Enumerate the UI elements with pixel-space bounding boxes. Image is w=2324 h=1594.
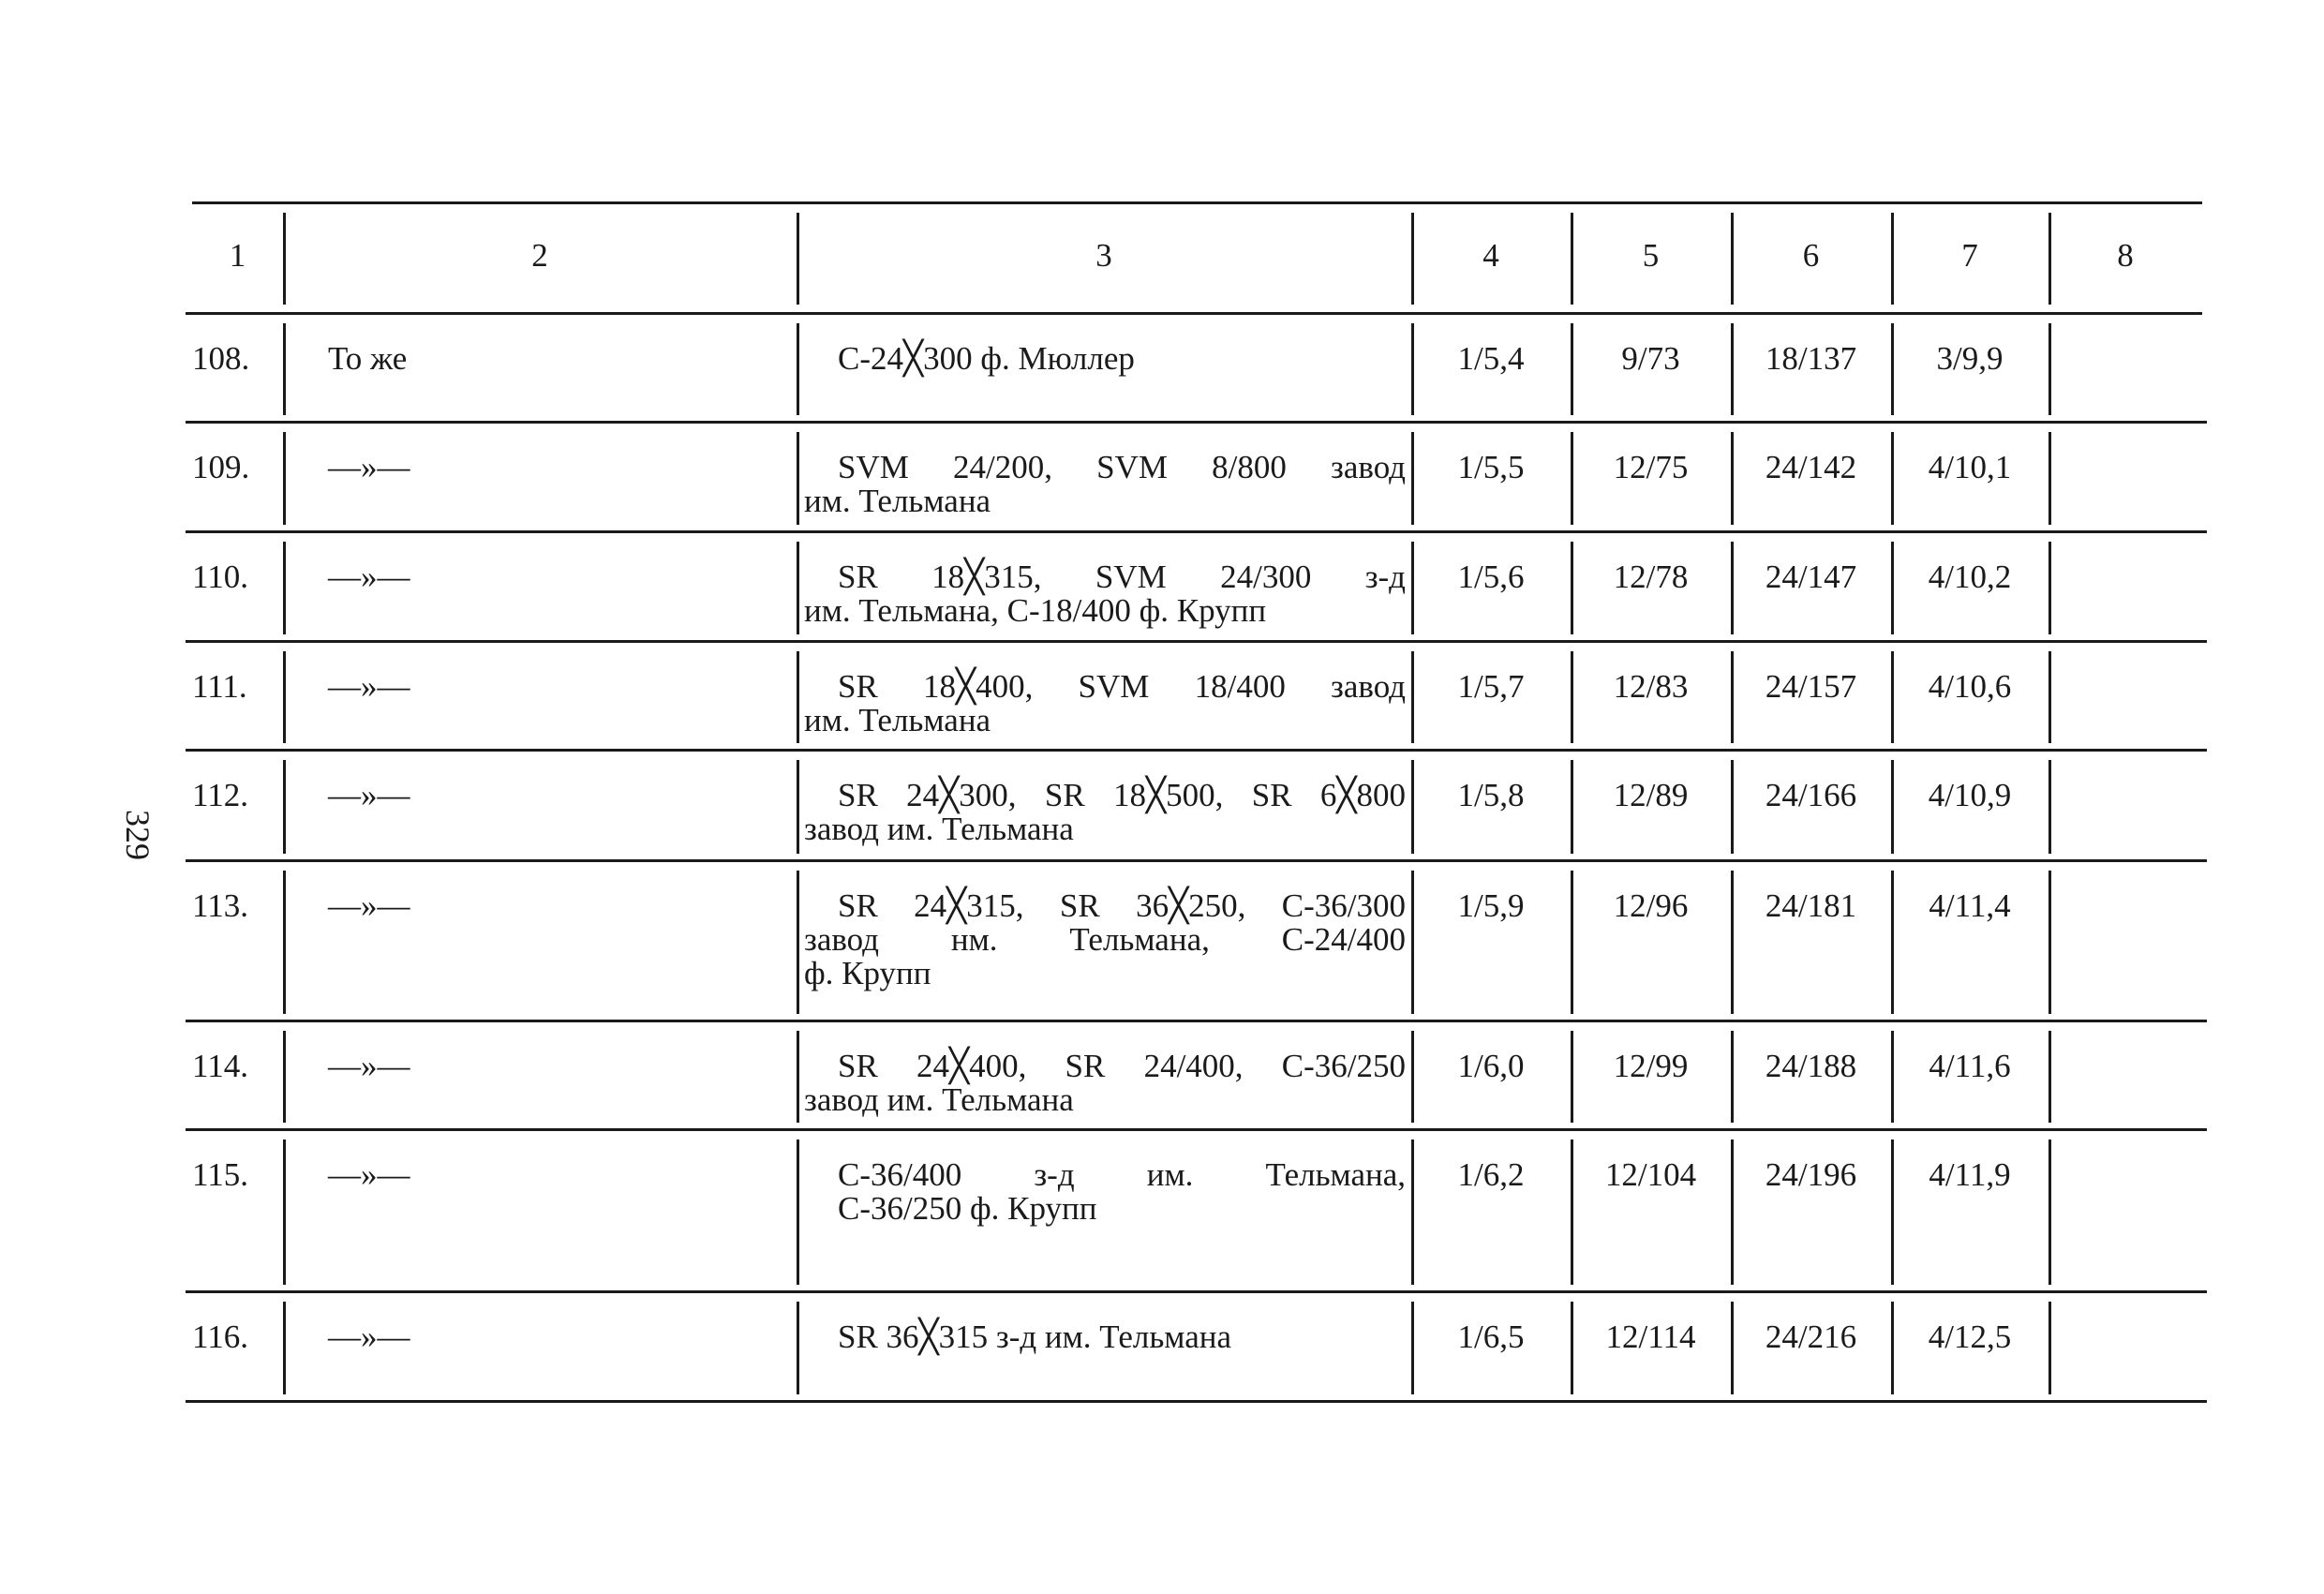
row-col-4: 1/6,0 xyxy=(1457,1048,1525,1084)
row-number: 115. xyxy=(192,1156,248,1193)
row-description xyxy=(804,342,1406,376)
description-line: им. Тельмана xyxy=(804,483,991,519)
column-divider xyxy=(1411,213,1414,305)
column-divider xyxy=(797,651,799,743)
row-name: То же xyxy=(328,340,408,377)
column-divider xyxy=(797,1140,799,1285)
column-divider xyxy=(1571,213,1573,305)
description-line: им. Тельмана, С-18/400 ф. Крупп xyxy=(804,592,1267,629)
row-separator-rule xyxy=(186,1400,2207,1403)
row-number: 112. xyxy=(192,777,248,813)
row-name: —»— xyxy=(328,887,410,924)
row-description xyxy=(804,560,1406,628)
row-col-5: 12/96 xyxy=(1613,887,1689,924)
column-divider xyxy=(2048,1140,2051,1285)
column-header-1: 1 xyxy=(229,237,246,274)
row-col-4: 1/6,5 xyxy=(1457,1318,1525,1355)
description-line: им. Тельмана xyxy=(804,702,991,738)
row-name: —»— xyxy=(328,1318,410,1355)
row-col-7: 4/12,5 xyxy=(1928,1318,2012,1355)
column-divider xyxy=(283,1302,286,1394)
row-separator-rule xyxy=(186,1020,2207,1022)
column-divider xyxy=(2048,871,2051,1014)
row-separator-rule xyxy=(186,859,2207,862)
description-line: завод нм. Тельмана, С-24/400 xyxy=(804,921,1406,958)
description-line: завод им. Тельмана xyxy=(804,1081,1074,1118)
row-col-7: 4/11,9 xyxy=(1929,1156,2011,1193)
column-divider xyxy=(283,213,286,305)
row-separator-rule xyxy=(186,749,2207,752)
row-description xyxy=(804,1320,1406,1354)
row-col-6: 24/188 xyxy=(1765,1048,1857,1084)
row-col-5: 12/78 xyxy=(1613,559,1689,595)
row-description xyxy=(804,670,1406,737)
row-col-5: 12/104 xyxy=(1604,1156,1697,1193)
row-description xyxy=(804,1050,1406,1117)
column-divider xyxy=(797,323,799,415)
column-divider xyxy=(283,651,286,743)
column-divider xyxy=(2048,1031,2051,1123)
column-divider xyxy=(283,760,286,854)
column-divider xyxy=(283,871,286,1014)
row-number: 108. xyxy=(192,340,250,377)
row-name: —»— xyxy=(328,559,410,595)
column-divider xyxy=(797,432,799,525)
row-number: 116. xyxy=(192,1318,248,1355)
column-divider xyxy=(2048,651,2051,743)
row-col-7: 4/10,6 xyxy=(1928,668,2012,705)
page-number: 329 xyxy=(119,810,156,860)
column-divider xyxy=(2048,432,2051,525)
description-line: SR 24╳315, SR 36╳250, С-36/300 xyxy=(838,887,1406,924)
row-col-4: 1/5,9 xyxy=(1457,887,1525,924)
row-col-6: 24/181 xyxy=(1765,887,1857,924)
row-col-6: 24/166 xyxy=(1765,777,1857,813)
row-col-4: 1/5,8 xyxy=(1457,777,1525,813)
row-number: 110. xyxy=(192,559,248,595)
row-col-4: 1/6,2 xyxy=(1457,1156,1525,1193)
description-line: SR 18╳315, SVM 24/300 з-д xyxy=(838,559,1406,595)
column-divider xyxy=(797,760,799,854)
column-divider xyxy=(2048,760,2051,854)
row-col-7: 4/10,9 xyxy=(1928,777,2012,813)
row-description xyxy=(804,889,1406,991)
row-number: 111. xyxy=(192,668,247,705)
description-line: ф. Крупп xyxy=(804,955,931,991)
column-divider xyxy=(2048,323,2051,415)
row-separator-rule xyxy=(186,421,2207,424)
column-divider xyxy=(283,1031,286,1123)
header-bottom-rule xyxy=(186,312,2202,315)
row-separator-rule xyxy=(186,530,2207,533)
row-number: 114. xyxy=(192,1048,248,1084)
description-line: SR 36╳315 з-д им. Тельмана xyxy=(838,1318,1232,1355)
row-col-5: 9/73 xyxy=(1621,340,1680,377)
column-header-3: 3 xyxy=(1095,237,1112,274)
column-divider xyxy=(283,542,286,634)
row-col-4: 1/5,4 xyxy=(1457,340,1525,377)
row-col-5: 12/114 xyxy=(1605,1318,1696,1355)
row-col-5: 12/99 xyxy=(1613,1048,1689,1084)
column-divider xyxy=(2048,1302,2051,1394)
row-col-7: 4/10,2 xyxy=(1928,559,2012,595)
column-divider xyxy=(1891,213,1894,305)
row-col-6: 18/137 xyxy=(1765,340,1857,377)
row-separator-rule xyxy=(186,1128,2207,1131)
row-description xyxy=(804,451,1406,518)
row-separator-rule xyxy=(186,1290,2207,1293)
row-name: —»— xyxy=(328,449,410,485)
row-col-5: 12/89 xyxy=(1613,777,1689,813)
column-divider xyxy=(797,871,799,1014)
row-name: —»— xyxy=(328,668,410,705)
row-description xyxy=(804,779,1406,846)
row-col-4: 1/5,6 xyxy=(1457,559,1525,595)
column-header-6: 6 xyxy=(1802,237,1820,274)
column-divider xyxy=(797,1031,799,1123)
description-line: SVM 24/200, SVM 8/800 завод xyxy=(838,449,1406,485)
row-col-6: 24/216 xyxy=(1765,1318,1857,1355)
column-divider xyxy=(283,432,286,525)
column-header-7: 7 xyxy=(1961,237,1978,274)
row-col-6: 24/157 xyxy=(1765,668,1857,705)
column-header-2: 2 xyxy=(531,237,548,274)
row-col-7: 4/11,4 xyxy=(1929,887,2011,924)
row-col-4: 1/5,5 xyxy=(1457,449,1525,485)
description-line: С-24╳300 ф. Мюллер xyxy=(838,340,1135,377)
column-divider xyxy=(797,213,799,305)
row-separator-rule xyxy=(186,640,2207,643)
description-line: SR 24╳300, SR 18╳500, SR 6╳800 xyxy=(838,777,1406,813)
column-divider xyxy=(797,1302,799,1394)
row-col-7: 3/9,9 xyxy=(1936,340,2004,377)
description-line: SR 18╳400, SVM 18/400 завод xyxy=(838,668,1406,705)
description-line: SR 24╳400, SR 24/400, С-36/250 xyxy=(838,1048,1406,1084)
column-divider xyxy=(2048,542,2051,634)
column-header-8: 8 xyxy=(2117,237,2134,274)
row-col-6: 24/147 xyxy=(1765,559,1857,595)
row-col-5: 12/75 xyxy=(1613,449,1689,485)
description-line: завод им. Тельмана xyxy=(804,811,1074,847)
column-divider xyxy=(2048,213,2051,305)
row-number: 109. xyxy=(192,449,250,485)
column-divider xyxy=(283,323,286,415)
row-name: —»— xyxy=(328,1156,410,1193)
row-col-5: 12/83 xyxy=(1613,668,1689,705)
row-name: —»— xyxy=(328,1048,410,1084)
row-col-7: 4/11,6 xyxy=(1929,1048,2011,1084)
row-number: 113. xyxy=(192,887,248,924)
description-line: С-36/250 ф. Крупп xyxy=(838,1190,1097,1227)
column-divider xyxy=(283,1140,286,1285)
row-col-7: 4/10,1 xyxy=(1928,449,2012,485)
row-name: —»— xyxy=(328,777,410,813)
description-line: С-36/400 з-д им. Тельмана, xyxy=(838,1156,1406,1193)
row-col-6: 24/142 xyxy=(1765,449,1857,485)
column-header-4: 4 xyxy=(1482,237,1499,274)
row-col-6: 24/196 xyxy=(1765,1156,1857,1193)
table-top-rule xyxy=(192,201,2202,204)
column-divider xyxy=(797,542,799,634)
column-header-5: 5 xyxy=(1642,237,1660,274)
row-description xyxy=(804,1158,1406,1226)
column-divider xyxy=(1731,213,1734,305)
row-col-4: 1/5,7 xyxy=(1457,668,1525,705)
